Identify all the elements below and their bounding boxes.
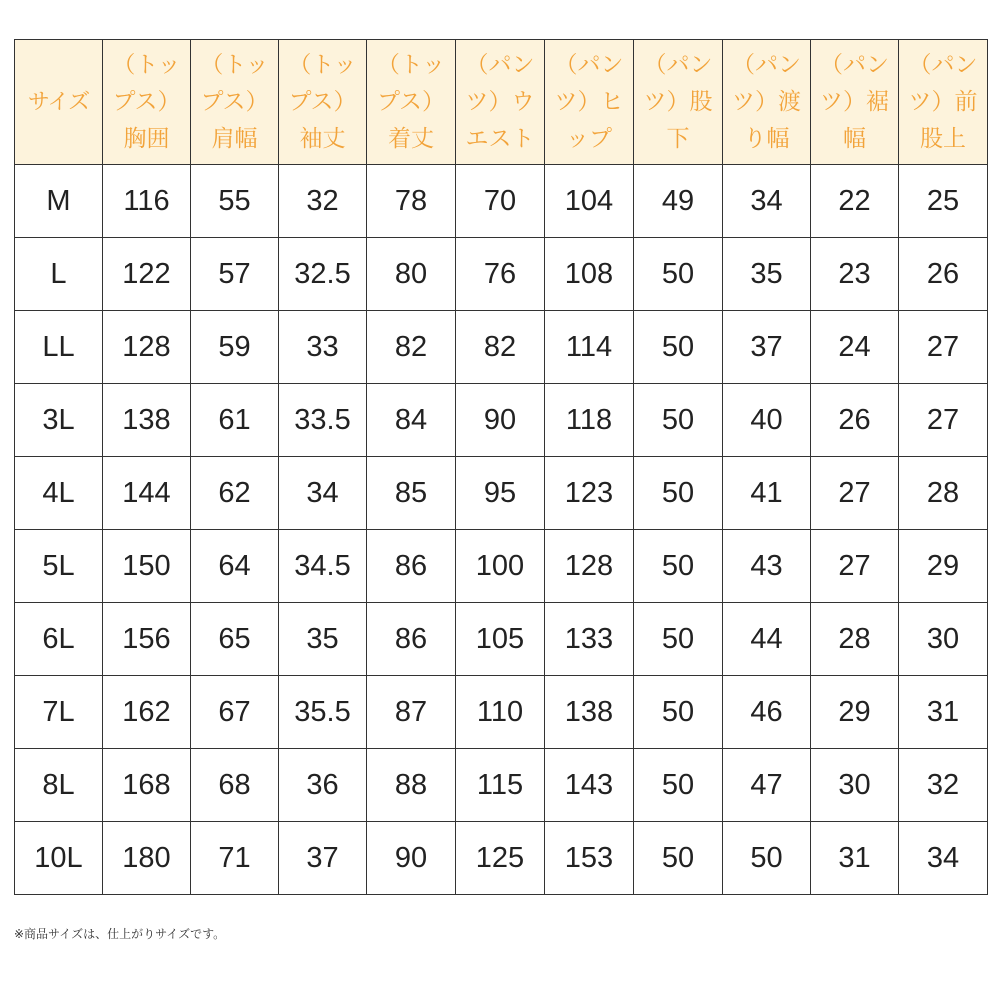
measurement-cell: 80 xyxy=(367,238,456,311)
measurement-cell: 25 xyxy=(899,165,988,238)
header-row xyxy=(15,40,988,165)
header-cell-size: サイズ xyxy=(15,40,103,165)
table-row xyxy=(15,384,988,457)
measurement-cell: 30 xyxy=(899,603,988,676)
measurement-cell: 49 xyxy=(634,165,723,238)
header-cell-hem-width: （パンツ）裾幅 xyxy=(811,40,899,165)
measurement-cell: 35 xyxy=(723,238,811,311)
measurement-cell: 50 xyxy=(634,530,723,603)
table-row xyxy=(15,603,988,676)
measurement-cell: 180 xyxy=(103,822,191,895)
size-label-cell: 4L xyxy=(15,457,103,530)
measurement-cell: 68 xyxy=(191,749,279,822)
measurement-cell: 128 xyxy=(545,530,634,603)
header-cell-sleeve: （トップス）袖丈 xyxy=(279,40,367,165)
header-cell-inseam: （パンツ）股下 xyxy=(634,40,723,165)
measurement-cell: 123 xyxy=(545,457,634,530)
measurement-cell: 27 xyxy=(811,457,899,530)
measurement-cell: 30 xyxy=(811,749,899,822)
measurement-cell: 50 xyxy=(634,384,723,457)
measurement-cell: 88 xyxy=(367,749,456,822)
measurement-cell: 118 xyxy=(545,384,634,457)
measurement-cell: 76 xyxy=(456,238,545,311)
measurement-cell: 37 xyxy=(279,822,367,895)
measurement-cell: 32 xyxy=(899,749,988,822)
header-cell-front-rise: （パンツ）前股上 xyxy=(899,40,988,165)
header-cell-length: （トップス）着丈 xyxy=(367,40,456,165)
measurement-cell: 44 xyxy=(723,603,811,676)
measurement-cell: 144 xyxy=(103,457,191,530)
size-label-cell: 3L xyxy=(15,384,103,457)
measurement-cell: 86 xyxy=(367,530,456,603)
measurement-cell: 27 xyxy=(811,530,899,603)
header-cell-shoulder: （トップス）肩幅 xyxy=(191,40,279,165)
measurement-cell: 34 xyxy=(899,822,988,895)
measurement-cell: 50 xyxy=(634,603,723,676)
measurement-cell: 90 xyxy=(456,384,545,457)
size-label-cell: 8L xyxy=(15,749,103,822)
measurement-cell: 23 xyxy=(811,238,899,311)
measurement-cell: 33.5 xyxy=(279,384,367,457)
size-label-cell: 7L xyxy=(15,676,103,749)
size-label-cell: LL xyxy=(15,311,103,384)
measurement-cell: 64 xyxy=(191,530,279,603)
measurement-cell: 50 xyxy=(634,822,723,895)
table-row xyxy=(15,530,988,603)
measurement-cell: 50 xyxy=(634,311,723,384)
size-label-cell: 6L xyxy=(15,603,103,676)
measurement-cell: 32.5 xyxy=(279,238,367,311)
measurement-cell: 31 xyxy=(811,822,899,895)
measurement-cell: 82 xyxy=(367,311,456,384)
measurement-cell: 40 xyxy=(723,384,811,457)
measurement-cell: 26 xyxy=(899,238,988,311)
measurement-cell: 50 xyxy=(634,676,723,749)
size-label-cell: 10L xyxy=(15,822,103,895)
measurement-cell: 22 xyxy=(811,165,899,238)
measurement-cell: 41 xyxy=(723,457,811,530)
measurement-cell: 59 xyxy=(191,311,279,384)
measurement-cell: 35.5 xyxy=(279,676,367,749)
measurement-cell: 55 xyxy=(191,165,279,238)
measurement-cell: 33 xyxy=(279,311,367,384)
measurement-cell: 153 xyxy=(545,822,634,895)
table-row xyxy=(15,749,988,822)
measurement-cell: 50 xyxy=(634,749,723,822)
measurement-cell: 27 xyxy=(899,384,988,457)
measurement-cell: 29 xyxy=(811,676,899,749)
measurement-cell: 138 xyxy=(103,384,191,457)
measurement-cell: 110 xyxy=(456,676,545,749)
measurement-cell: 71 xyxy=(191,822,279,895)
size-label-cell: M xyxy=(15,165,103,238)
measurement-cell: 104 xyxy=(545,165,634,238)
measurement-cell: 86 xyxy=(367,603,456,676)
header-cell-chest: （トップス）胸囲 xyxy=(103,40,191,165)
measurement-cell: 128 xyxy=(103,311,191,384)
measurement-cell: 32 xyxy=(279,165,367,238)
measurement-cell: 143 xyxy=(545,749,634,822)
size-chart-table xyxy=(14,39,988,895)
measurement-cell: 67 xyxy=(191,676,279,749)
size-label-cell: L xyxy=(15,238,103,311)
measurement-cell: 122 xyxy=(103,238,191,311)
measurement-cell: 34 xyxy=(723,165,811,238)
table-row xyxy=(15,457,988,530)
measurement-cell: 85 xyxy=(367,457,456,530)
measurement-cell: 156 xyxy=(103,603,191,676)
measurement-cell: 90 xyxy=(367,822,456,895)
size-rows xyxy=(15,165,988,895)
header-cell-thigh-width: （パンツ）渡り幅 xyxy=(723,40,811,165)
measurement-cell: 150 xyxy=(103,530,191,603)
measurement-cell: 57 xyxy=(191,238,279,311)
table-row xyxy=(15,311,988,384)
measurement-cell: 125 xyxy=(456,822,545,895)
measurement-cell: 46 xyxy=(723,676,811,749)
measurement-cell: 82 xyxy=(456,311,545,384)
measurement-cell: 116 xyxy=(103,165,191,238)
measurement-cell: 78 xyxy=(367,165,456,238)
measurement-cell: 26 xyxy=(811,384,899,457)
measurement-cell: 47 xyxy=(723,749,811,822)
measurement-cell: 65 xyxy=(191,603,279,676)
measurement-cell: 43 xyxy=(723,530,811,603)
measurement-cell: 50 xyxy=(634,238,723,311)
measurement-cell: 27 xyxy=(899,311,988,384)
measurement-cell: 50 xyxy=(723,822,811,895)
size-label-cell: 5L xyxy=(15,530,103,603)
measurement-cell: 35 xyxy=(279,603,367,676)
measurement-cell: 28 xyxy=(811,603,899,676)
measurement-cell: 34 xyxy=(279,457,367,530)
measurement-cell: 37 xyxy=(723,311,811,384)
measurement-cell: 115 xyxy=(456,749,545,822)
header-cell-hip: （パンツ）ヒップ xyxy=(545,40,634,165)
measurement-cell: 62 xyxy=(191,457,279,530)
table-row xyxy=(15,238,988,311)
measurement-cell: 24 xyxy=(811,311,899,384)
measurement-cell: 95 xyxy=(456,457,545,530)
measurement-cell: 162 xyxy=(103,676,191,749)
footnote: ※商品サイズは、仕上がりサイズです。 xyxy=(14,927,226,941)
measurement-cell: 31 xyxy=(899,676,988,749)
measurement-cell: 87 xyxy=(367,676,456,749)
measurement-cell: 28 xyxy=(899,457,988,530)
measurement-cell: 100 xyxy=(456,530,545,603)
measurement-cell: 168 xyxy=(103,749,191,822)
measurement-cell: 70 xyxy=(456,165,545,238)
measurement-cell: 34.5 xyxy=(279,530,367,603)
measurement-cell: 138 xyxy=(545,676,634,749)
table-row xyxy=(15,676,988,749)
table-row xyxy=(15,165,988,238)
measurement-cell: 114 xyxy=(545,311,634,384)
measurement-cell: 61 xyxy=(191,384,279,457)
measurement-cell: 133 xyxy=(545,603,634,676)
measurement-cell: 50 xyxy=(634,457,723,530)
measurement-cell: 29 xyxy=(899,530,988,603)
measurement-cell: 105 xyxy=(456,603,545,676)
measurement-cell: 84 xyxy=(367,384,456,457)
measurement-cell: 108 xyxy=(545,238,634,311)
table-row xyxy=(15,822,988,895)
measurement-cell: 36 xyxy=(279,749,367,822)
header-cell-waist: （パンツ）ウエスト xyxy=(456,40,545,165)
